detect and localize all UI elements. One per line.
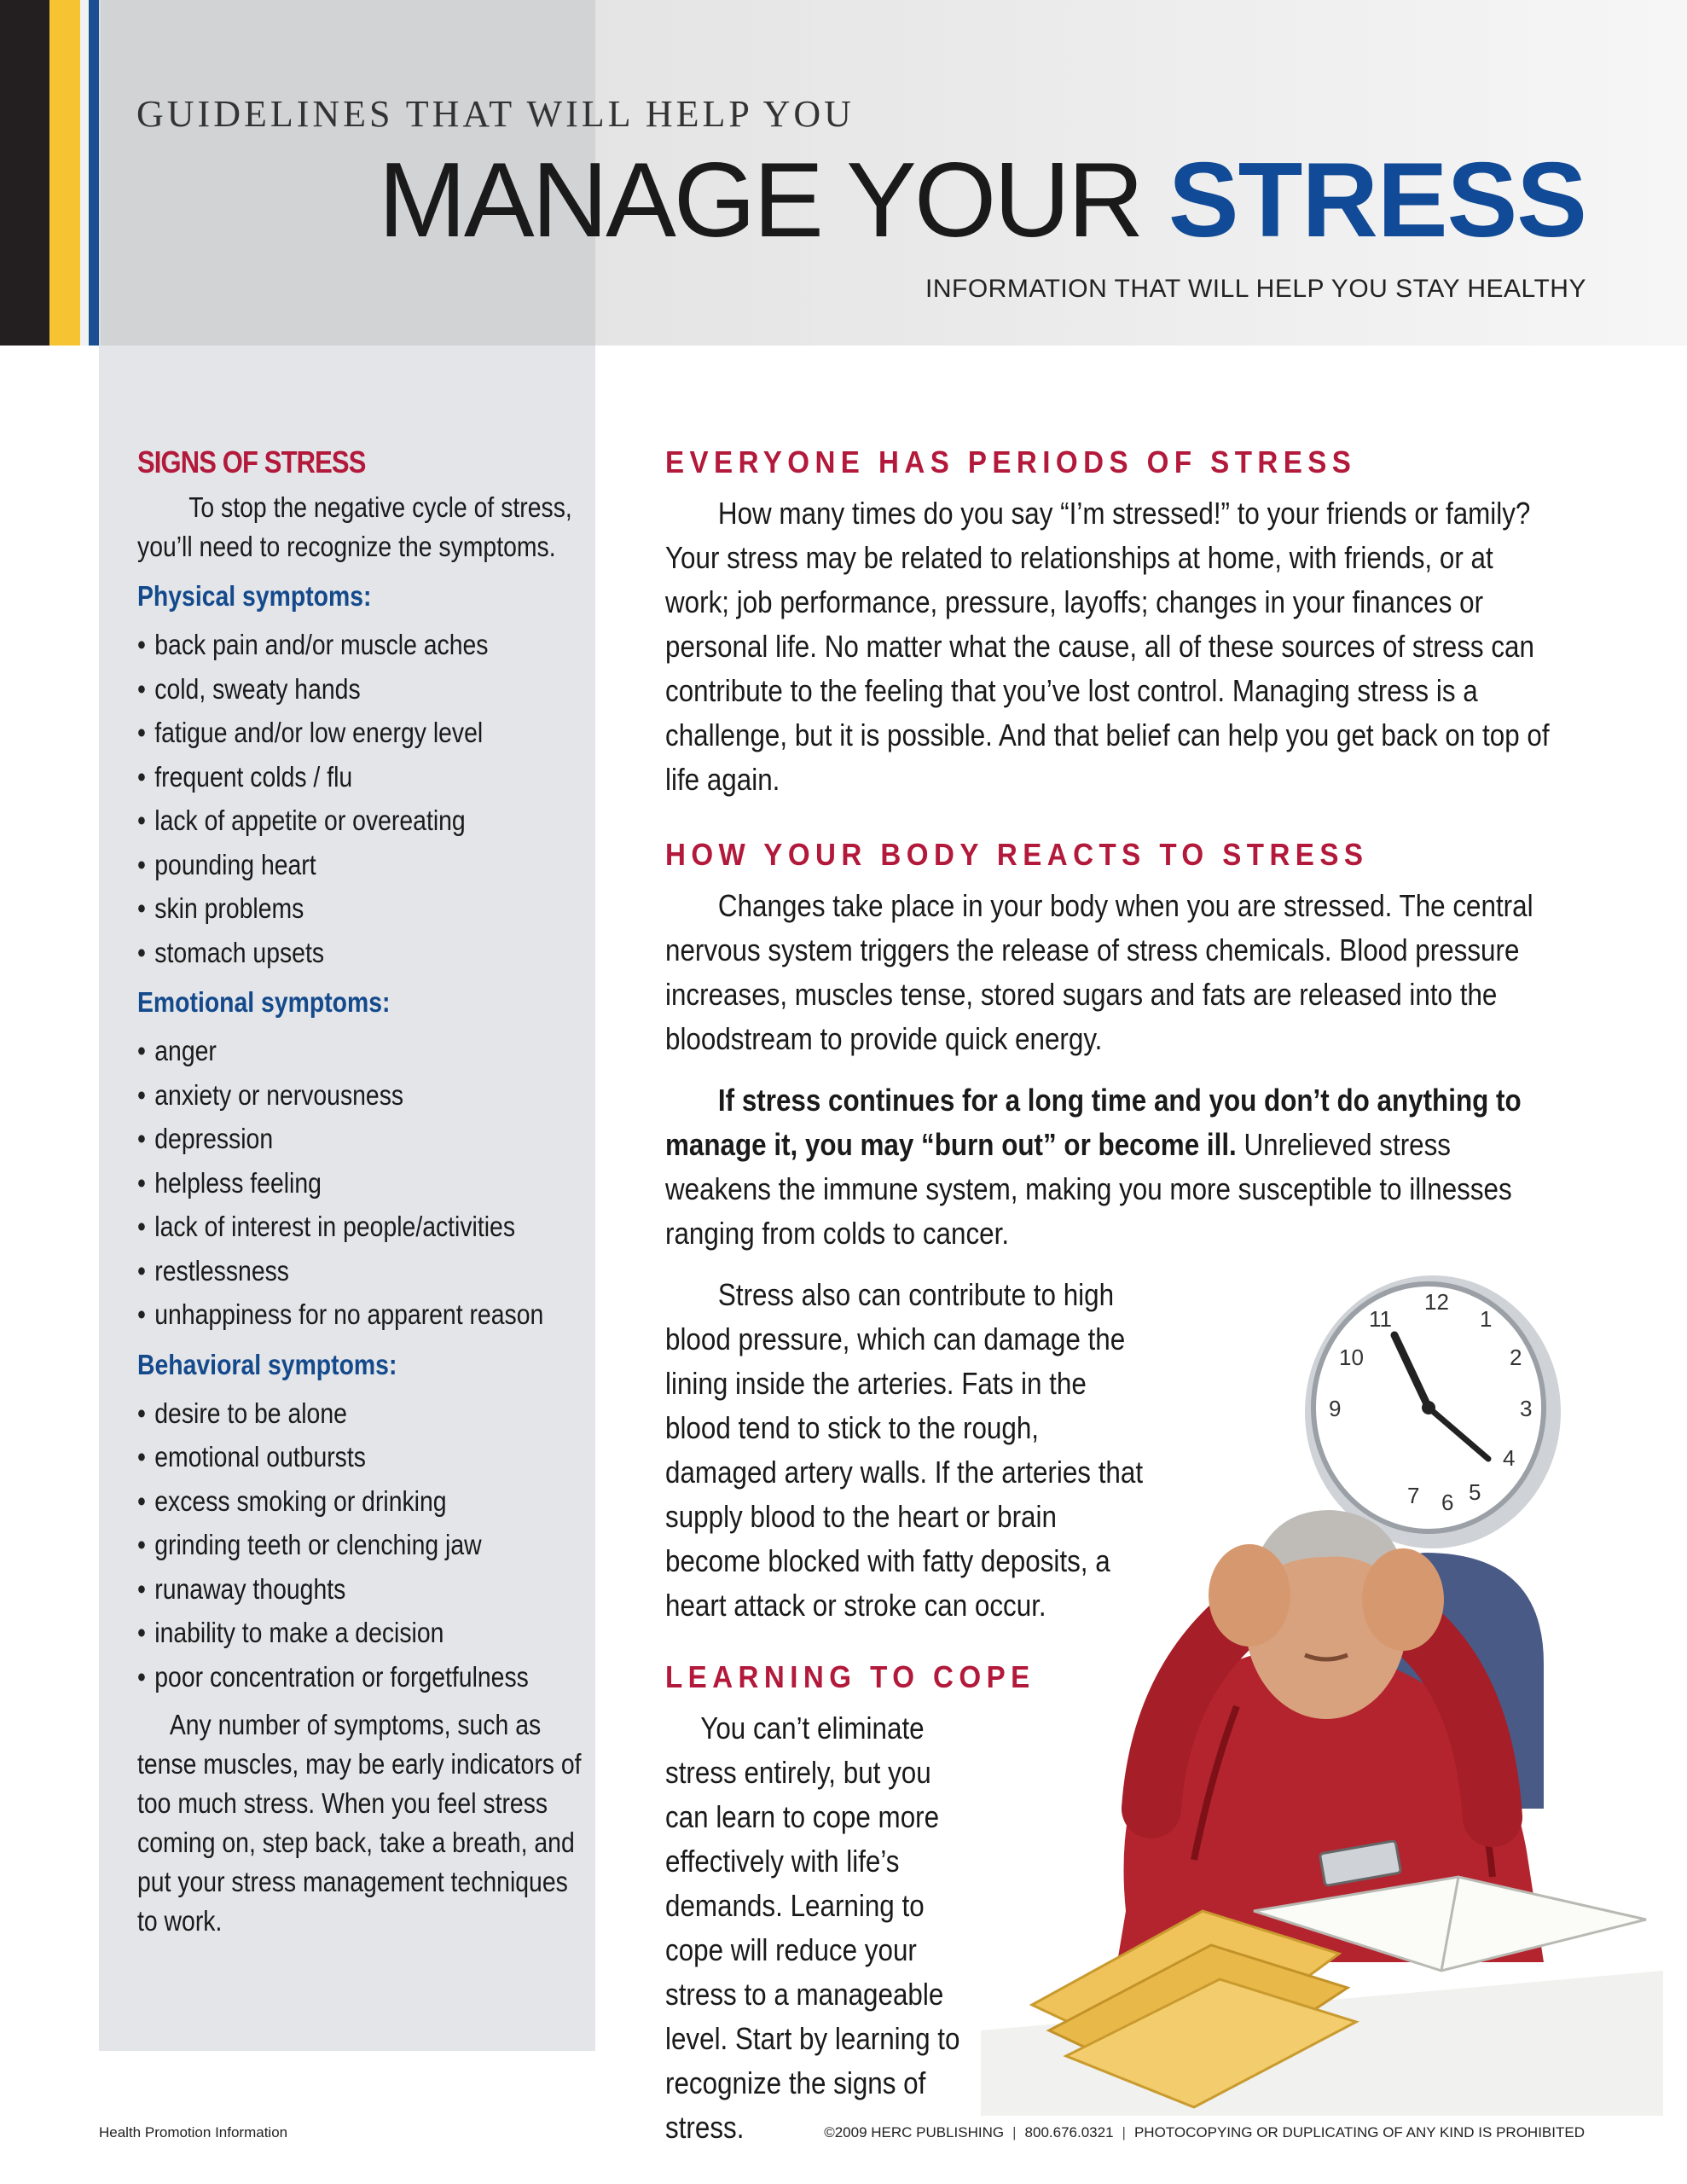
emotional-heading: Emotional symptoms: bbox=[137, 986, 391, 1018]
stressed-man-illustration bbox=[981, 1263, 1663, 2116]
sidebar-content bbox=[137, 442, 589, 1951]
physical-heading: Physical symptoms: bbox=[137, 580, 372, 612]
man-left-hand bbox=[1209, 1544, 1290, 1647]
list-item: • unhappiness for no apparent reason bbox=[137, 1292, 526, 1337]
list-item: • cold, sweaty hands bbox=[137, 667, 526, 712]
list-item: • runaway thoughts bbox=[137, 1567, 526, 1612]
sidebar bbox=[99, 346, 595, 2051]
footer-phone: 800.676.0321 bbox=[1024, 2124, 1114, 2140]
clock-numeral: 12 bbox=[1424, 1289, 1449, 1315]
section-body-arteries: Stress also can contribute to high blood pressure, which can damage the lining inside the arteries. Fats in the blood tend to stick to the rough, damaged artery walls. If the arteries that supply blood to the heart or brain become blocked with fatty deposits, a heart attack or stroke can occur. bbox=[665, 1277, 1144, 1623]
section-heading-cope: LEARNING TO COPE bbox=[665, 1659, 1035, 1694]
section-heading-body-reacts: HOW YOUR BODY REACTS TO STRESS bbox=[665, 837, 1369, 872]
section-body-burnout bbox=[665, 1078, 1560, 1256]
clock-numeral: 9 bbox=[1329, 1396, 1342, 1421]
section-heading-periods: EVERYONE HAS PERIODS OF STRESS bbox=[665, 444, 1357, 479]
list-item: • back pain and/or muscle aches bbox=[137, 623, 526, 667]
list-item: • lack of appetite or overeating bbox=[137, 799, 526, 843]
list-item: • helpless feeling bbox=[137, 1161, 526, 1205]
wall-clock bbox=[1305, 1275, 1561, 1548]
burnout-rest-text: Unrelieved stress weakens the immune system, making you more susceptible to illnesses ranging from colds to cancer. bbox=[665, 1127, 1512, 1251]
physical-list bbox=[137, 623, 589, 974]
sidebar-outro: Any number of symptoms, such as tense muscles, may be early indicators of too much stress. When you feel stress coming on, step back, take a breath, and put your stress management techniques to work. bbox=[137, 1709, 582, 1937]
list-item: • lack of interest in people/activities bbox=[137, 1205, 526, 1249]
clock-numeral: 1 bbox=[1480, 1306, 1493, 1332]
behavioral-heading: Behavioral symptoms: bbox=[137, 1348, 397, 1380]
emotional-list bbox=[137, 1029, 589, 1337]
black-stripe bbox=[0, 0, 49, 346]
footer-left: Health Promotion Information bbox=[99, 2124, 288, 2140]
kicker-heading: GUIDELINES THAT WILL HELP YOU bbox=[136, 93, 855, 135]
man-right-hand bbox=[1362, 1548, 1444, 1651]
list-item: • skin problems bbox=[137, 886, 526, 931]
list-item: • emotional outbursts bbox=[137, 1435, 526, 1479]
title-main: MANAGE YOUR bbox=[378, 142, 1168, 259]
list-item: • inability to make a decision bbox=[137, 1611, 526, 1655]
list-item: • anger bbox=[137, 1029, 526, 1073]
footer-right bbox=[824, 2124, 1585, 2141]
list-item: • excess smoking or drinking bbox=[137, 1479, 526, 1524]
behavioral-list bbox=[137, 1391, 589, 1699]
list-item: • desire to be alone bbox=[137, 1391, 526, 1436]
list-item: • pounding heart bbox=[137, 843, 526, 887]
page-subtitle: INFORMATION THAT WILL HELP YOU STAY HEALTHY bbox=[925, 275, 1586, 303]
list-item: • anxiety or nervousness bbox=[137, 1073, 526, 1118]
list-item: • depression bbox=[137, 1117, 526, 1161]
footer-divider: | bbox=[1012, 2124, 1017, 2140]
clock-numeral: 6 bbox=[1441, 1490, 1454, 1515]
list-item: • grinding teeth or clenching jaw bbox=[137, 1523, 526, 1567]
list-item: • fatigue and/or low energy level bbox=[137, 711, 526, 755]
clock-numeral: 10 bbox=[1339, 1345, 1364, 1370]
list-item: • restlessness bbox=[137, 1249, 526, 1293]
section-body-periods: How many times do you say “I’m stressed!” to your friends or family? Your stress may be related to relationships at home, with friends, or at work; job performance, pressure, layoffs; changes in your finances or personal life. No matter what the cause, all of these sources of stress can contribute to the feeling that you’ve lost control. Managing stress is a challenge, but it is possible. And that belief can help you get back on top of life again. bbox=[665, 496, 1550, 797]
burnout-bold-text: If stress continues for a long time and you don’t do anything to manage it, you may “burn out” or become ill. bbox=[665, 1083, 1522, 1162]
clock-numeral: 2 bbox=[1510, 1345, 1522, 1370]
list-item: • stomach upsets bbox=[137, 931, 526, 975]
clock-numeral: 3 bbox=[1520, 1396, 1533, 1421]
list-item: • frequent colds / flu bbox=[137, 755, 526, 799]
clock-numeral: 11 bbox=[1369, 1306, 1392, 1332]
section-body-reacts: Changes take place in your body when you are stressed. The central nervous system triggers the release of stress chemicals. Blood pressure increases, muscles tense, stored sugars and fats are released into the bloodstream to provide quick energy. bbox=[665, 888, 1533, 1056]
page-title bbox=[379, 136, 1586, 264]
title-accent: STRESS bbox=[1168, 142, 1586, 259]
footer-divider: | bbox=[1122, 2124, 1126, 2140]
sidebar-intro: To stop the negative cycle of stress, you’ll need to recognize the symptoms. bbox=[137, 491, 572, 562]
footer-copyright: ©2009 HERC PUBLISHING bbox=[824, 2124, 1005, 2140]
list-item: • poor concentration or forgetfulness bbox=[137, 1655, 526, 1699]
clock-numeral: 7 bbox=[1407, 1483, 1420, 1508]
stripe-gap bbox=[80, 0, 89, 346]
section-body-cope: You can’t eliminate stress entirely, but you can learn to cope more effectively with life’s demands. Learning to cope will reduce your stress to a manageable level. Start by learning to recognize the signs of stress. bbox=[665, 1711, 960, 2145]
footer-notice: PHOTOCOPYING OR DUPLICATING OF ANY KIND IS PROHIBITED bbox=[1133, 2124, 1585, 2140]
yellow-stripe bbox=[49, 0, 80, 346]
sidebar-title: SIGNS OF STRESS bbox=[137, 444, 366, 479]
blue-stripe bbox=[89, 0, 99, 346]
clock-numeral: 5 bbox=[1469, 1479, 1481, 1505]
clock-numeral: 4 bbox=[1503, 1445, 1516, 1471]
